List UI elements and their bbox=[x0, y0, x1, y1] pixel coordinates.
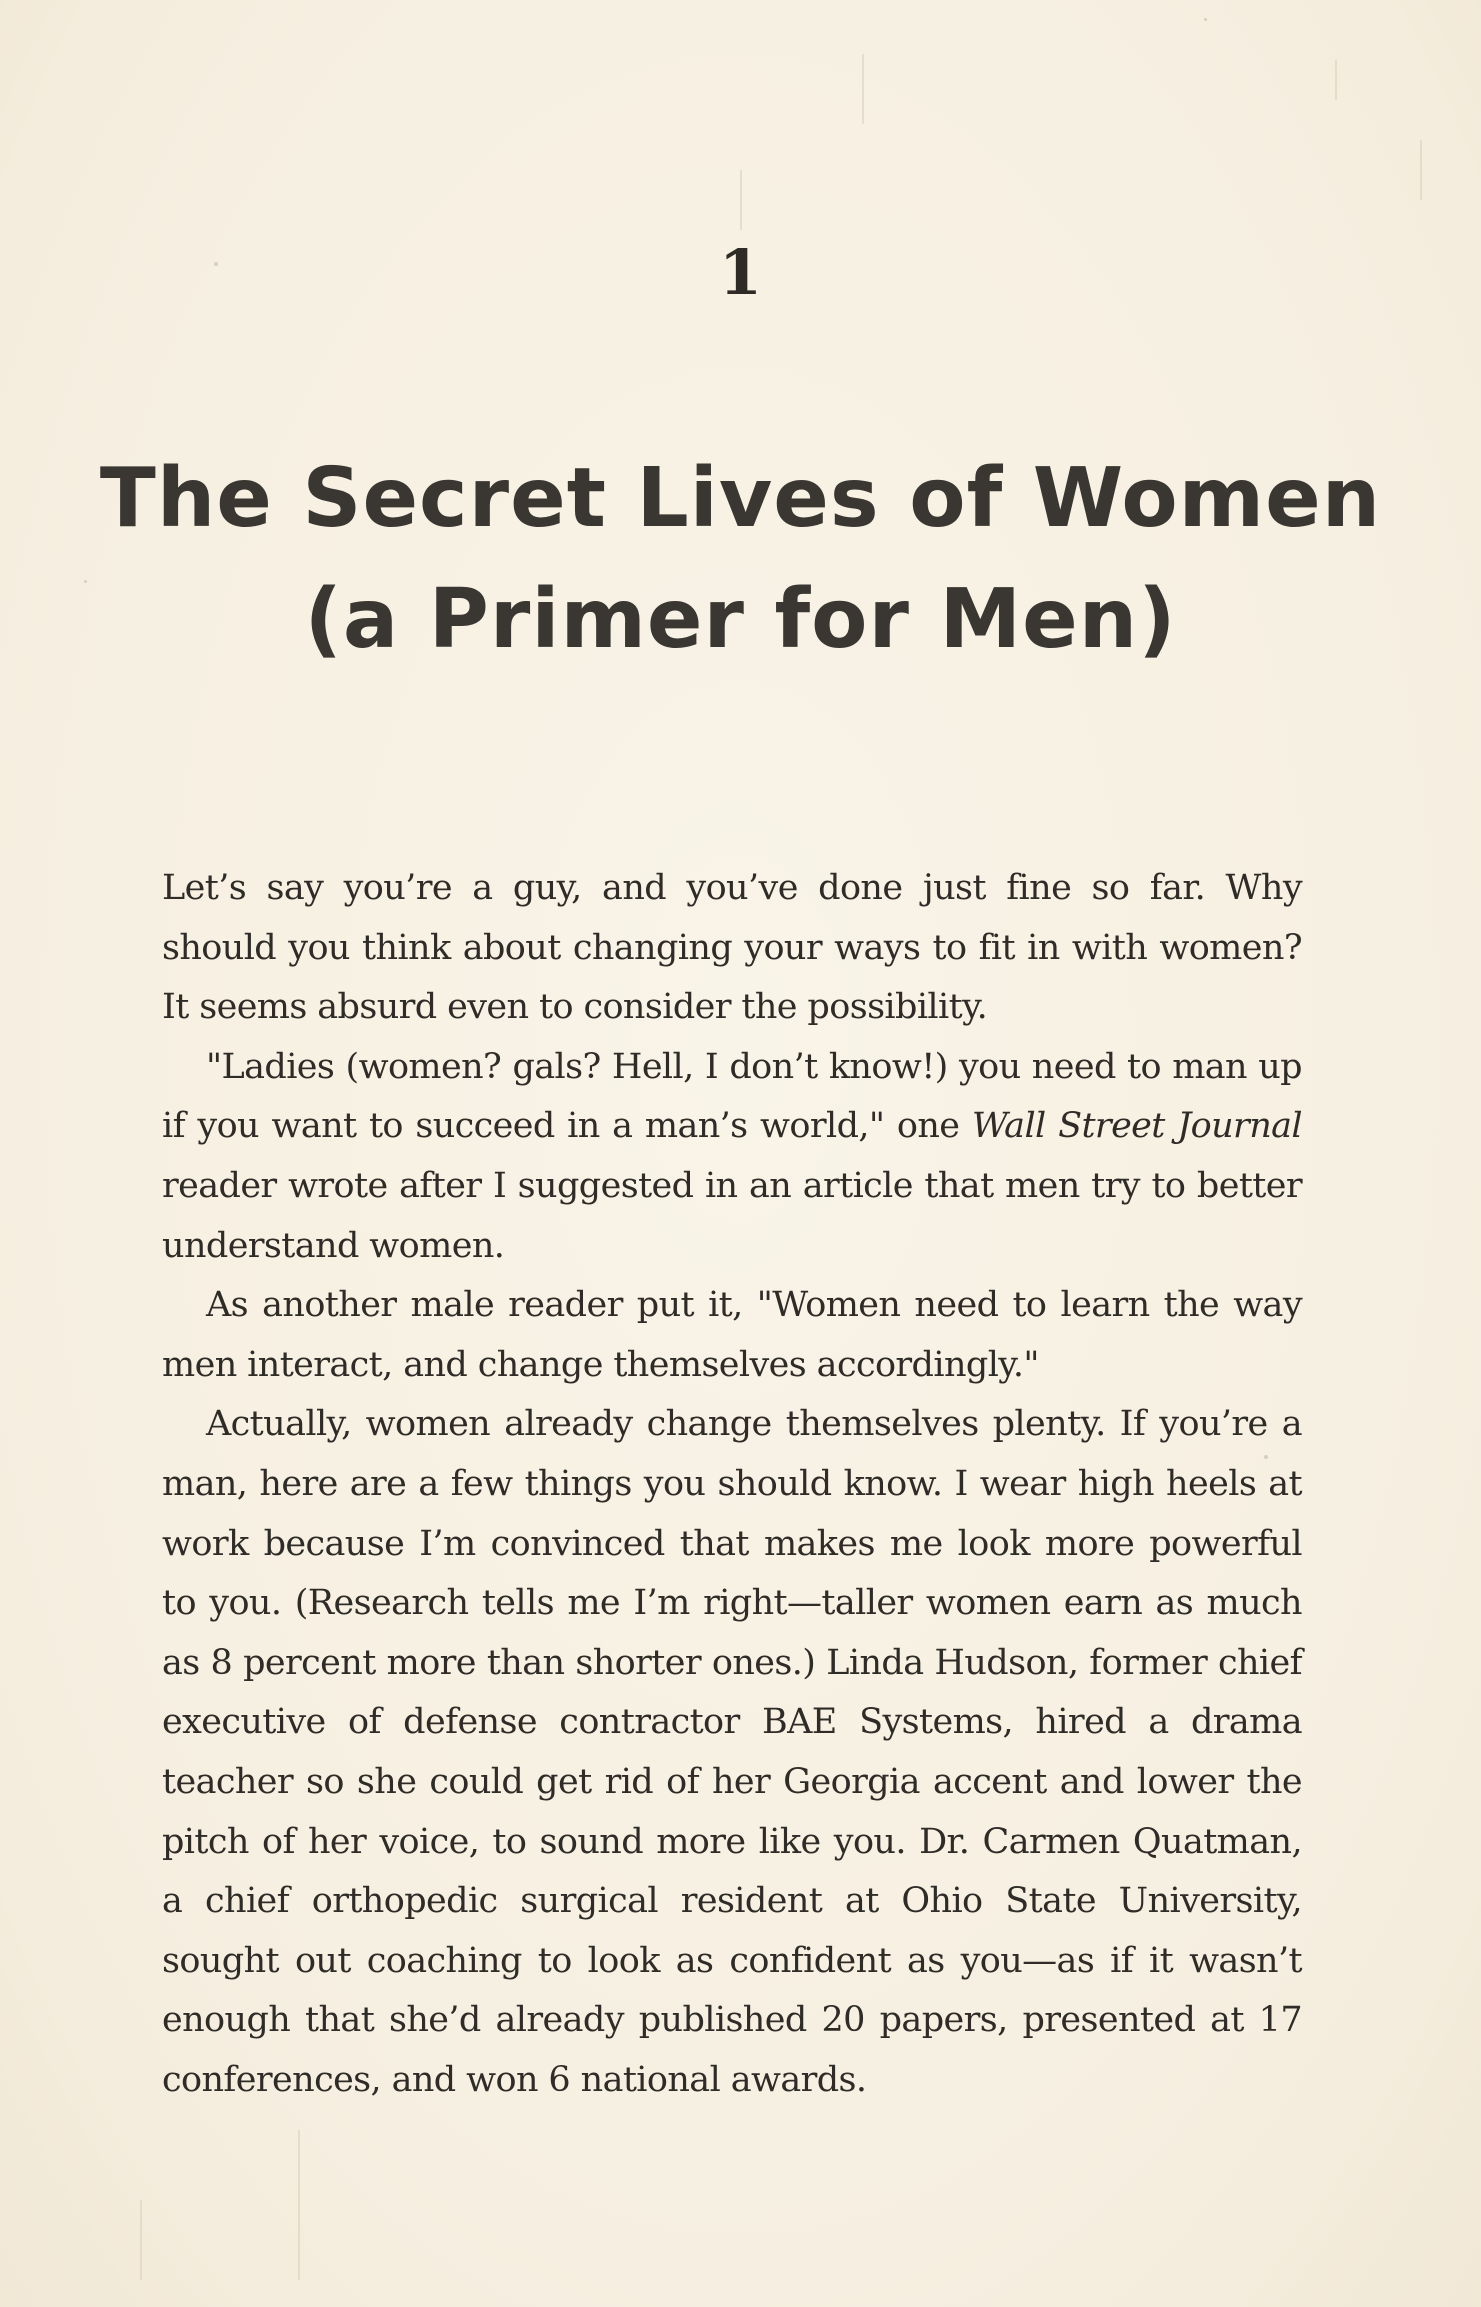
chapter-title-line-1: The Secret Lives of Women bbox=[99, 451, 1382, 546]
paper-fiber bbox=[1420, 140, 1422, 200]
paper-fiber bbox=[740, 170, 742, 230]
paragraph-2-text-start: "Ladies (women? gals? Hell, I don’t know!) you need to man up if you want to succeed in a man’s world," one bbox=[162, 1046, 1302, 1147]
paragraph-2 bbox=[162, 1038, 1302, 1276]
paper-fiber bbox=[1335, 60, 1337, 100]
paragraph-4: Actually, women already change themselves plenty. If you’re a man, here are a few things you should know. I wear high heels at work because I’m convinced that makes me look more powerful to you. (Research tells me I’m right—taller women earn as much as 8 percent more than shorter ones.) Linda Hudson, former chief executive of defense contractor BAE Systems, hired a drama teacher so she could get rid of her Georgia accent and lower the pitch of her voice, to sound more like you. Dr. Carmen Quatman, a chief orthopedic surgical resident at Ohio State University, sought out coaching to look as confident as you—as if it wasn’t enough that she’d already published 20 papers, presented at 17 conferences, and won 6 national awards. bbox=[162, 1404, 1302, 2100]
chapter-body bbox=[162, 859, 1302, 2110]
chapter-number: 1 bbox=[718, 236, 763, 309]
paper-fiber bbox=[140, 2200, 142, 2280]
paragraph-2-text-end: reader wrote after I suggested in an article that men try to better understand women. bbox=[162, 1165, 1302, 1266]
paper-fiber bbox=[862, 54, 864, 124]
paper-speck bbox=[1204, 18, 1207, 21]
publication-name: Wall Street Journal bbox=[971, 1106, 1302, 1147]
paper-fiber bbox=[298, 2130, 300, 2280]
chapter-title bbox=[0, 438, 1481, 680]
chapter-title-line-2: (a Primer for Men) bbox=[304, 572, 1177, 667]
paragraph-3: As another male reader put it, "Women need to learn the way men interact, and change themselves accordingly." bbox=[162, 1285, 1302, 1385]
paragraph-1: Let’s say you’re a guy, and you’ve done just fine so far. Why should you think about changing your ways to fit in with women? It seems absurd even to consider the possibility. bbox=[162, 868, 1302, 1028]
